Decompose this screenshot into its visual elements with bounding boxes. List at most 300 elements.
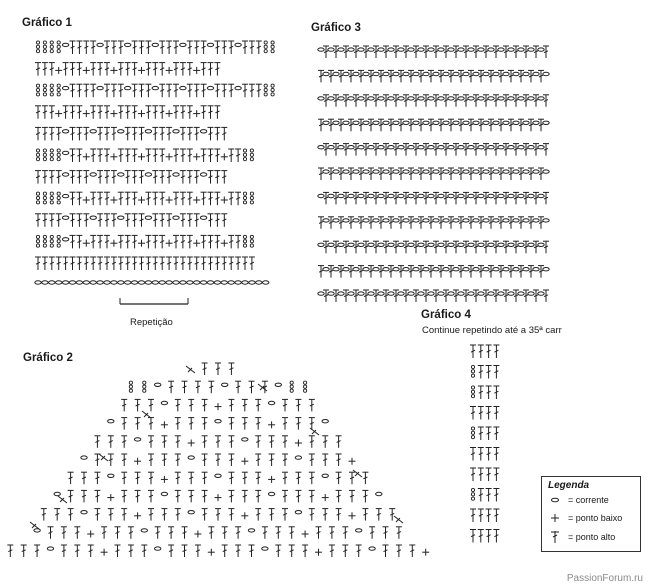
double-crochet-symbol [275, 527, 281, 539]
chain-symbol [483, 121, 489, 124]
chain-symbol [538, 194, 544, 197]
chain-symbol [513, 72, 519, 75]
grafico2-chart-row [94, 436, 341, 448]
chain-symbol [343, 219, 349, 222]
chain-symbol [498, 97, 504, 100]
double-crochet-symbol [70, 127, 76, 140]
double-crochet-symbol [518, 168, 524, 180]
double-crochet-symbol [76, 149, 82, 162]
double-crochet-symbol [528, 119, 534, 131]
double-crochet-symbol [221, 257, 227, 270]
chain-column-symbol [143, 381, 146, 392]
double-crochet-symbol [215, 509, 221, 521]
double-crochet-symbol [363, 241, 369, 253]
chain-icon [552, 498, 559, 502]
double-crochet-symbol [228, 490, 234, 502]
double-crochet-symbol [83, 257, 89, 270]
chain-symbol [518, 243, 524, 246]
chain-symbol [443, 219, 449, 222]
chain-symbol [543, 121, 549, 124]
chain-symbol [108, 474, 114, 477]
double-crochet-symbol [175, 472, 181, 484]
chain-symbol [69, 281, 75, 284]
chain-symbol [35, 281, 41, 284]
single-crochet-symbol [193, 197, 200, 204]
double-crochet-symbol [70, 63, 76, 76]
double-crochet-symbol [108, 509, 114, 521]
chain-symbol [513, 219, 519, 222]
double-crochet-symbol [438, 266, 444, 278]
double-crochet-symbol [61, 527, 67, 539]
double-crochet-symbol [201, 149, 207, 162]
single-crochet-symbol [166, 153, 173, 160]
double-crochet-symbol [363, 95, 369, 107]
double-crochet-symbol [493, 468, 499, 481]
double-crochet-symbol [121, 399, 127, 411]
grafico3-chart-row [318, 95, 549, 107]
double-crochet-symbol [318, 70, 324, 82]
chain-symbol [125, 281, 131, 284]
single-crochet-symbol [349, 512, 356, 519]
double-crochet-symbol [152, 149, 158, 162]
double-crochet-symbol [42, 257, 48, 270]
double-crochet-symbol [373, 192, 379, 204]
double-crochet-symbol [403, 241, 409, 253]
double-crochet-symbol [148, 399, 154, 411]
chain-symbol [518, 146, 524, 149]
double-crochet-symbol [368, 70, 374, 82]
chain-symbol [478, 48, 484, 51]
double-crochet-symbol [408, 217, 414, 229]
double-crochet-symbol [493, 489, 499, 502]
double-crochet-icon [551, 531, 559, 543]
double-crochet-symbol [443, 144, 449, 156]
legend-item-single-crochet: = ponto baixo [568, 513, 623, 523]
double-crochet-symbol [139, 171, 145, 184]
chain-symbol [323, 268, 329, 271]
double-crochet-symbol [202, 454, 208, 466]
chain-symbol [76, 281, 82, 284]
double-crochet-symbol [398, 266, 404, 278]
double-crochet-symbol [118, 149, 124, 162]
single-crochet-symbol [55, 110, 62, 117]
double-crochet-symbol [295, 490, 301, 502]
double-crochet-symbol [159, 171, 165, 184]
double-crochet-symbol [486, 386, 492, 399]
chain-symbol [523, 219, 529, 222]
double-crochet-symbol [187, 149, 193, 162]
double-crochet-symbol [74, 545, 80, 557]
double-crochet-symbol [187, 106, 193, 119]
double-crochet-symbol [34, 545, 40, 557]
double-crochet-symbol [173, 41, 179, 54]
double-crochet-symbol [168, 527, 174, 539]
chain-symbol [538, 48, 544, 51]
double-crochet-symbol [175, 490, 181, 502]
double-crochet-symbol [398, 119, 404, 131]
chain-symbol [338, 243, 344, 246]
double-crochet-symbol [148, 472, 154, 484]
double-crochet-symbol [97, 106, 103, 119]
chain-symbol [543, 170, 549, 173]
chain-symbol [56, 281, 62, 284]
grafico3-chart [318, 46, 549, 302]
double-crochet-symbol [408, 266, 414, 278]
chain-symbol [458, 243, 464, 246]
chain-symbol [338, 146, 344, 149]
single-crochet-symbol [302, 531, 309, 538]
chain-symbol [235, 43, 241, 46]
chain-symbol [348, 243, 354, 246]
double-crochet-symbol [528, 217, 534, 229]
double-crochet-symbol [135, 490, 141, 502]
double-crochet-symbol [256, 41, 262, 54]
double-crochet-symbol [428, 70, 434, 82]
double-crochet-symbol [145, 235, 151, 248]
double-crochet-symbol [473, 290, 479, 302]
double-crochet-symbol [48, 527, 54, 539]
double-crochet-symbol [338, 217, 344, 229]
double-crochet-symbol [486, 407, 492, 420]
grafico3-chart-row [318, 290, 549, 302]
double-crochet-symbol [255, 436, 261, 448]
double-crochet-symbol [208, 149, 214, 162]
chain-column-symbol [304, 381, 307, 392]
chain-symbol [383, 170, 389, 173]
double-crochet-symbol [423, 46, 429, 58]
chain-symbol [438, 97, 444, 100]
chain-symbol [438, 243, 444, 246]
chain-symbol [443, 72, 449, 75]
chain-symbol [478, 292, 484, 295]
double-crochet-symbol [448, 266, 454, 278]
double-crochet-symbol [70, 257, 76, 270]
double-crochet-symbol [503, 95, 509, 107]
double-crochet-symbol [104, 235, 110, 248]
chain-symbol [378, 292, 384, 295]
chain-symbol [161, 401, 167, 404]
chain-symbol [428, 97, 434, 100]
double-crochet-symbol [338, 119, 344, 131]
double-crochet-symbol [323, 192, 329, 204]
double-crochet-symbol [166, 84, 172, 97]
chain-symbol [473, 268, 479, 271]
double-crochet-symbol [208, 192, 214, 205]
chain-column-symbol [43, 41, 46, 53]
double-crochet-symbol [256, 84, 262, 97]
single-crochet-symbol [107, 494, 114, 501]
double-crochet-symbol [70, 192, 76, 205]
chain-symbol [468, 194, 474, 197]
chain-symbol [343, 121, 349, 124]
double-crochet-symbol [438, 168, 444, 180]
double-crochet-symbol [316, 527, 322, 539]
chain-symbol [343, 268, 349, 271]
double-crochet-symbol [94, 490, 100, 502]
chain-symbol [508, 146, 514, 149]
double-crochet-symbol [538, 217, 544, 229]
double-crochet-symbol [275, 545, 281, 557]
double-crochet-symbol [533, 241, 539, 253]
double-crochet-symbol [348, 266, 354, 278]
double-crochet-symbol [104, 127, 110, 140]
double-crochet-symbol [443, 95, 449, 107]
double-crochet-symbol [135, 399, 141, 411]
double-crochet-symbol [513, 192, 519, 204]
double-crochet-symbol [468, 168, 474, 180]
double-crochet-symbol [76, 41, 82, 54]
double-crochet-symbol [161, 509, 167, 521]
double-crochet-symbol [483, 46, 489, 58]
chain-symbol [433, 268, 439, 271]
chain-symbol [125, 43, 131, 46]
double-crochet-symbol [343, 46, 349, 58]
double-crochet-symbol [423, 144, 429, 156]
double-crochet-symbol [101, 527, 107, 539]
double-crochet-symbol [336, 509, 342, 521]
double-crochet-symbol [343, 95, 349, 107]
double-crochet-symbol [533, 290, 539, 302]
chain-symbol [378, 146, 384, 149]
chain-column-symbol [250, 235, 253, 247]
chain-symbol [403, 219, 409, 222]
double-crochet-symbol [121, 472, 127, 484]
double-crochet-symbol [111, 41, 117, 54]
double-crochet-symbol [368, 217, 374, 229]
double-crochet-symbol [383, 290, 389, 302]
grafico4-title: Gráfico 4 [421, 309, 471, 321]
grafico3-chart-row [318, 46, 549, 58]
double-crochet-symbol [49, 257, 55, 270]
double-crochet-symbol [538, 119, 544, 131]
double-crochet-symbol [408, 119, 414, 131]
double-crochet-symbol [104, 84, 110, 97]
chain-symbol [473, 219, 479, 222]
double-crochet-symbol [49, 106, 55, 119]
chain-symbol [448, 243, 454, 246]
chain-symbol [378, 243, 384, 246]
chain-symbol [433, 121, 439, 124]
chain-symbol [443, 268, 449, 271]
double-crochet-symbol [403, 46, 409, 58]
chain-symbol [413, 72, 419, 75]
chain-symbol [97, 86, 103, 89]
double-crochet-symbol [336, 454, 342, 466]
double-crochet-symbol [388, 70, 394, 82]
chain-symbol [323, 72, 329, 75]
single-crochet-symbol [241, 458, 248, 465]
double-crochet-symbol [104, 171, 110, 184]
chain-symbol [418, 97, 424, 100]
double-crochet-symbol [74, 527, 80, 539]
double-crochet-symbol [470, 468, 476, 481]
double-crochet-symbol [139, 127, 145, 140]
chain-symbol [90, 173, 96, 176]
double-crochet-symbol [139, 257, 145, 270]
chain-symbol [318, 243, 324, 246]
double-crochet-symbol [508, 70, 514, 82]
double-crochet-symbol [70, 235, 76, 248]
double-crochet-symbol [202, 472, 208, 484]
double-crochet-symbol [486, 366, 492, 379]
double-crochet-symbol [35, 127, 41, 140]
double-crochet-symbol [70, 149, 76, 162]
double-crochet-symbol [383, 241, 389, 253]
chain-symbol [473, 72, 479, 75]
chain-symbol [338, 97, 344, 100]
chain-symbol [173, 216, 179, 219]
chain-symbol [200, 281, 206, 284]
chain-symbol [235, 86, 241, 89]
double-crochet-symbol [336, 436, 342, 448]
chain-symbol [428, 146, 434, 149]
double-crochet-symbol [173, 257, 179, 270]
chain-symbol [388, 292, 394, 295]
chain-symbol [62, 130, 68, 133]
single-crochet-symbol [110, 67, 117, 74]
double-crochet-symbol [42, 171, 48, 184]
double-crochet-symbol [336, 472, 342, 484]
double-crochet-symbol [188, 399, 194, 411]
double-crochet-symbol [418, 217, 424, 229]
grafico4-chart-row [471, 365, 499, 378]
chain-symbol [343, 170, 349, 173]
double-crochet-symbol [523, 46, 529, 58]
single-crochet-symbol [166, 110, 173, 117]
chain-symbol [528, 243, 534, 246]
double-crochet-symbol [282, 509, 288, 521]
double-crochet-symbol [309, 454, 315, 466]
chain-symbol [528, 146, 534, 149]
double-crochet-symbol [428, 168, 434, 180]
double-crochet-symbol [493, 345, 499, 358]
double-crochet-symbol [187, 63, 193, 76]
double-crochet-symbol [132, 235, 138, 248]
chain-symbol [533, 72, 539, 75]
double-crochet-symbol [363, 192, 369, 204]
double-crochet-symbol [323, 241, 329, 253]
double-crochet-symbol [358, 266, 364, 278]
double-crochet-symbol [139, 41, 145, 54]
double-crochet-symbol [49, 214, 55, 227]
chain-symbol [528, 292, 534, 295]
chain-symbol [393, 219, 399, 222]
chain-symbol [138, 281, 144, 284]
double-crochet-symbol [215, 454, 221, 466]
double-crochet-symbol [215, 363, 221, 375]
double-crochet-symbol [483, 241, 489, 253]
double-crochet-symbol [121, 454, 127, 466]
double-crochet-symbol [187, 41, 193, 54]
double-crochet-symbol [343, 290, 349, 302]
chain-symbol [155, 383, 161, 386]
chain-symbol [358, 48, 364, 51]
chain-symbol [188, 511, 194, 514]
chain-symbol [408, 48, 414, 51]
grafico2-chart-row [202, 363, 235, 375]
double-crochet-symbol [358, 168, 364, 180]
chain-symbol [413, 121, 419, 124]
double-crochet-symbol [328, 266, 334, 278]
double-crochet-symbol [493, 448, 499, 461]
double-crochet-symbol [97, 127, 103, 140]
double-crochet-symbol [533, 144, 539, 156]
double-crochet-symbol [42, 127, 48, 140]
double-crochet-symbol [148, 509, 154, 521]
chain-symbol [403, 72, 409, 75]
double-crochet-symbol [323, 46, 329, 58]
chain-symbol [388, 146, 394, 149]
chain-column-symbol [36, 235, 39, 247]
double-crochet-symbol [152, 257, 158, 270]
double-crochet-symbol [180, 149, 186, 162]
chain-symbol [393, 121, 399, 124]
double-crochet-symbol [63, 106, 69, 119]
double-crochet-symbol [135, 472, 141, 484]
double-crochet-symbol [486, 427, 492, 440]
chain-symbol [533, 219, 539, 222]
chain-symbol [468, 146, 474, 149]
double-crochet-symbol [349, 490, 355, 502]
chain-symbol [388, 97, 394, 100]
single-crochet-symbol [87, 531, 94, 538]
double-crochet-symbol [383, 144, 389, 156]
double-crochet-symbol [35, 63, 41, 76]
double-crochet-symbol [7, 545, 13, 557]
chain-symbol [322, 420, 328, 423]
double-crochet-symbol [513, 241, 519, 253]
chain-symbol [503, 219, 509, 222]
chain-symbol [111, 281, 117, 284]
double-crochet-symbol [493, 192, 499, 204]
double-crochet-symbol [333, 46, 339, 58]
chain-symbol [62, 238, 68, 241]
grafico2-edges [30, 366, 403, 529]
double-crochet-symbol [483, 144, 489, 156]
double-crochet-symbol [118, 257, 124, 270]
double-crochet-symbol [159, 127, 165, 140]
double-crochet-symbol [393, 192, 399, 204]
double-crochet-symbol [349, 472, 355, 484]
double-crochet-symbol [378, 266, 384, 278]
double-crochet-symbol [168, 545, 174, 557]
chain-column-symbol [57, 149, 60, 161]
chain-symbol [353, 268, 359, 271]
double-crochet-symbol [222, 527, 228, 539]
double-crochet-symbol [242, 257, 248, 270]
double-crochet-symbol [187, 257, 193, 270]
chain-column-symbol [50, 149, 53, 161]
chain-symbol [493, 268, 499, 271]
chain-symbol [134, 438, 140, 441]
double-crochet-symbol [161, 436, 167, 448]
legend-title: Legenda [548, 480, 590, 491]
chain-symbol [453, 170, 459, 173]
single-crochet-symbol [83, 197, 90, 204]
double-crochet-symbol [486, 345, 492, 358]
double-crochet-symbol [478, 70, 484, 82]
double-crochet-symbol [35, 106, 41, 119]
double-crochet-symbol [453, 95, 459, 107]
single-crochet-symbol [193, 110, 200, 117]
chain-symbol [353, 170, 359, 173]
chain-symbol [438, 194, 444, 197]
double-crochet-symbol [498, 168, 504, 180]
chain-symbol [448, 292, 454, 295]
double-crochet-symbol [222, 545, 228, 557]
double-crochet-symbol [159, 41, 165, 54]
chain-symbol [418, 194, 424, 197]
